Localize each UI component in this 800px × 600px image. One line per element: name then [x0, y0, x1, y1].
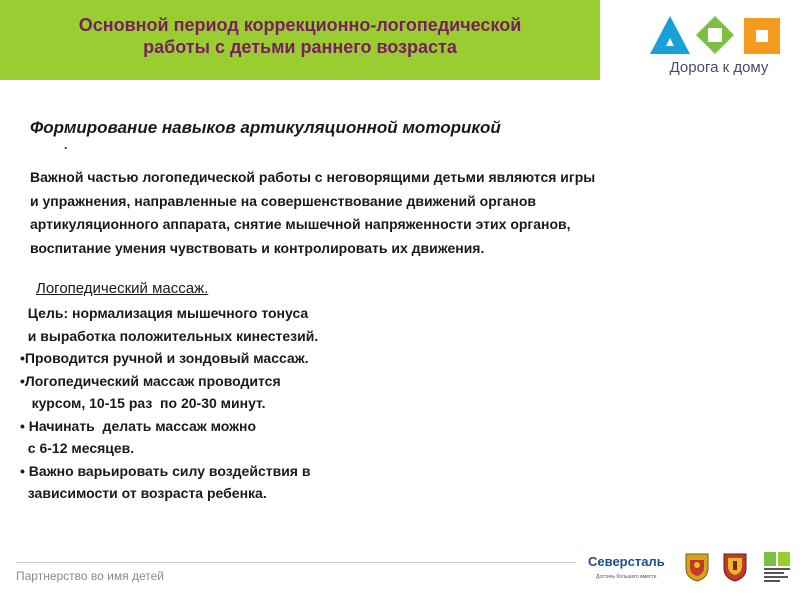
list-item: •Проводится ручной и зондовый массаж. [20, 350, 309, 366]
massage-heading: Логопедический массаж. [36, 280, 209, 297]
section-title: Формирование навыков артикуляционной моторикой [30, 118, 501, 137]
list-item: и выработка положительных кинестезий. [20, 327, 319, 344]
region-emblem-icon [722, 552, 748, 582]
page-title [0, 14, 600, 58]
fund-logo-icon [762, 550, 792, 584]
list-item: • Начинать делать массаж можно [20, 417, 257, 434]
title-line-2: работы с детьми раннего возраста [143, 37, 457, 57]
paragraph-line: Важной частью логопедической работы с неговорящими детьми являются игры [30, 169, 596, 185]
sponsor-logo [588, 554, 668, 590]
list-item: • Важно варьировать силу воздействия в [20, 462, 311, 479]
massage-list [20, 302, 520, 505]
sponsor-tagline: Достичь большего вместе [596, 574, 657, 580]
paragraph-line: артикуляционного аппарата, снятие мышечной напряженности этих органов, [30, 216, 571, 232]
logo [640, 10, 790, 80]
list-item: курсом, 10-15 раз по 20-30 минут. [20, 395, 266, 411]
paragraph-line: воспитание умения чувствовать и контролировать их движения. [30, 239, 485, 256]
logo-icon [640, 10, 790, 58]
paragraph-line: и упражнения, направленные на совершенствование движений органов [30, 192, 536, 209]
footer-text: Партнерство во имя детей [16, 569, 164, 583]
list-item: зависимости от возраста ребенка. [20, 485, 267, 501]
list-item: Цель: нормализация мышечного тонуса [20, 305, 309, 321]
footer-divider [16, 562, 576, 563]
section-dot: . [64, 138, 68, 152]
sponsor-name: Северсталь [588, 554, 665, 569]
coat-of-arms-icon [684, 552, 710, 582]
list-item: с 6-12 месяцев. [20, 440, 135, 456]
list-item: •Логопедический массаж проводится [20, 372, 281, 389]
intro-paragraph [30, 166, 770, 260]
title-line-1: Основной период коррекционно-логопедической [78, 15, 522, 35]
logo-text: Дорога к дому [669, 59, 769, 76]
